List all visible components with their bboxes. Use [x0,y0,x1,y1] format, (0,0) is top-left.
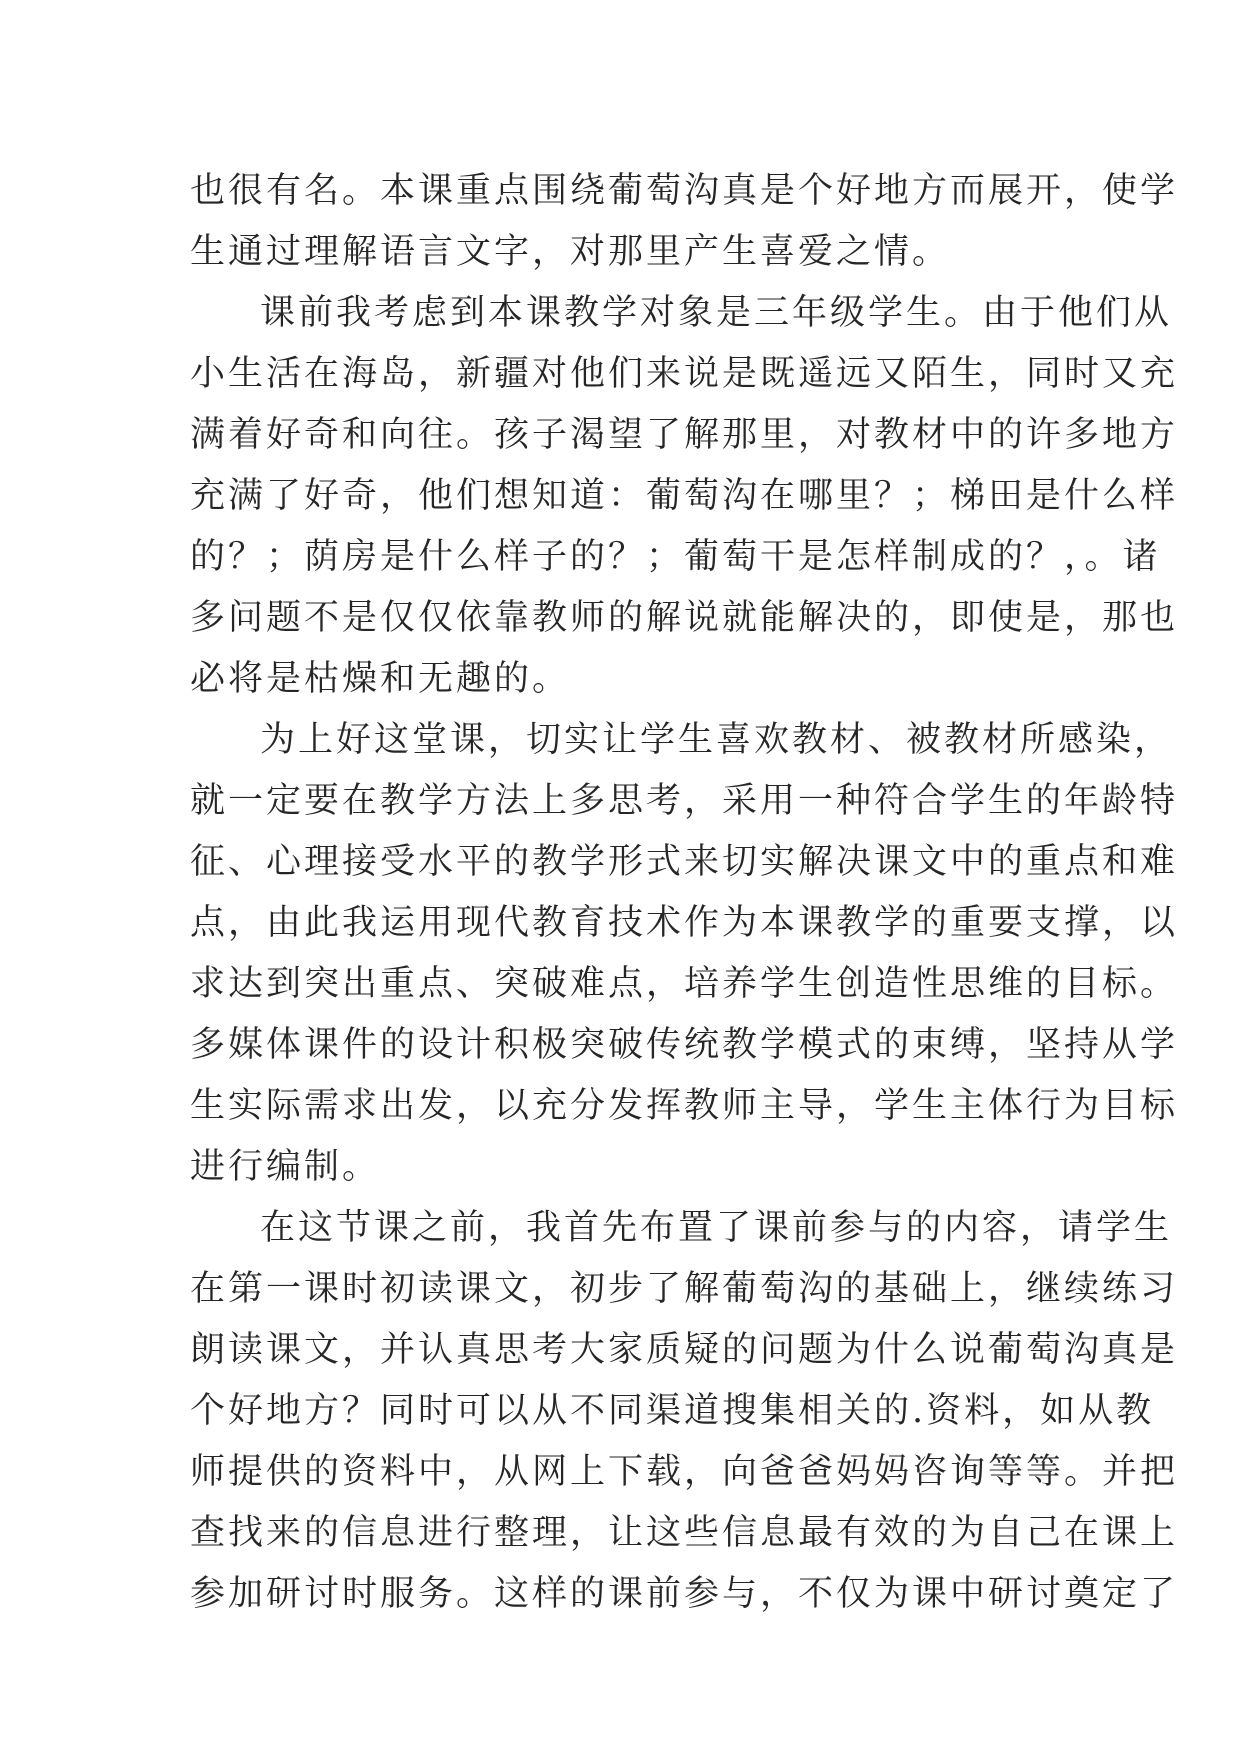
paragraph-first-line: 为上好这堂课，切实让学生喜欢教材、被教材所感染， [260,720,1173,760]
text-line: 小生活在海岛，新疆对他们来说是既遥远又陌生，同时又充 [190,354,1179,394]
text-line: 个好地方？同时可以从不同渠道搜集相关的.资料，如从教 [190,1391,1155,1431]
text-line: 多问题不是仅仅依靠教师的解说就能解决的，即使是，那也 [190,598,1179,638]
text-line: 在第一课时初读课文，初步了解葡萄沟的基础上，继续练习 [190,1269,1179,1309]
text-line: 多媒体课件的设计积极突破传统教学模式的束缚，坚持从学 [190,1025,1179,1065]
text-line: 查找来的信息进行整理，让这些信息最有效的为自己在课上 [190,1513,1179,1553]
text-line: 生实际需求出发，以充分发挥教师主导，学生主体行为目标 [190,1086,1179,1126]
text-line: 征、心理接受水平的教学形式来切实解决课文中的重点和难 [190,842,1179,882]
text-line: 师提供的资料中，从网上下载，向爸爸妈妈咨询等等。并把 [190,1452,1179,1492]
text-line: 生通过理解语言文字，对那里产生喜爱之情。 [190,232,951,272]
text-line: 也很有名。本课重点围绕葡萄沟真是个好地方而展开，使学 [190,171,1179,211]
text-line: 就一定要在教学方法上多思考，采用一种符合学生的年龄特 [190,781,1179,821]
text-line: 的？；荫房是什么样子的？；葡萄干是怎样制成的？，。诸 [190,537,1161,577]
text-line: 点，由此我运用现代教育技术作为本课教学的重要支撑，以 [190,903,1179,943]
text-line: 求达到突出重点、突破难点，培养学生创造性思维的目标。 [190,964,1179,1004]
paragraph-first-line: 课前我考虑到本课教学对象是三年级学生。由于他们从 [260,293,1173,333]
paragraph-first-line: 在这节课之前，我首先布置了课前参与的内容，请学生 [260,1208,1173,1248]
text-line: 满着好奇和向往。孩子渴望了解那里，对教材中的许多地方 [190,415,1179,455]
text-line: 进行编制。 [190,1147,381,1187]
text-line: 朗读课文，并认真思考大家质疑的问题为什么说葡萄沟真是 [190,1330,1179,1370]
text-line: 必将是枯燥和无趣的。 [190,659,571,699]
document-body-text [190,161,1179,1625]
text-line: 充满了好奇，他们想知道：葡萄沟在哪里？；梯田是什么样 [190,476,1179,516]
text-line: 参加研讨时服务。这样的课前参与，不仅为课中研讨奠定了 [190,1574,1179,1614]
